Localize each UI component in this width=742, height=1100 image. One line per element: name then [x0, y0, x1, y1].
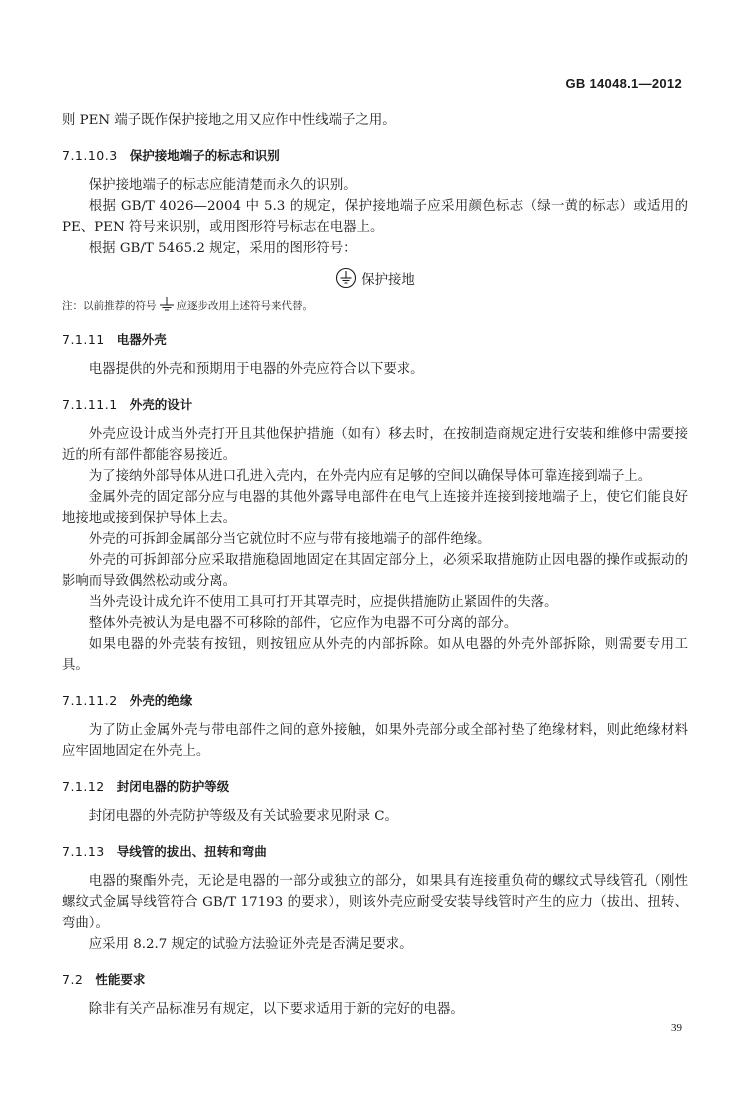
- paragraph: 如果电器的外壳装有按钮，则按钮应从外壳的内部拆除。如从电器的外壳外部拆除，则需要专用工具。: [62, 637, 688, 673]
- section-title: 电器外壳: [116, 332, 167, 347]
- section-heading-7-1-11-2: [62, 692, 688, 710]
- section-heading-7-1-13: [62, 843, 688, 861]
- symbol-label: 保护接地: [361, 272, 415, 288]
- paragraph: 根据 GB/T 5465.2 规定，采用的图形符号：: [88, 241, 357, 256]
- section-number: 7.2: [62, 972, 84, 987]
- section-title: 封闭电器的防护等级: [116, 779, 230, 794]
- paragraph: 保护接地端子的标志应能清楚而永久的识别。: [88, 178, 357, 193]
- paragraph: 除非有关产品标准另有规定，以下要求适用于新的完好的电器。: [88, 1002, 464, 1017]
- paragraph: 则 PEN 端子既作保护接地之用又应作中性线端子之用。: [62, 113, 396, 128]
- section-number: 7.1.10.3: [62, 148, 118, 163]
- section-number: 7.1.13: [62, 844, 105, 859]
- earth-symbol-icon: [158, 297, 176, 311]
- section-title: 导线管的拔出、扭转和弯曲: [116, 844, 267, 859]
- section-title: 保护接地端子的标志和识别: [129, 148, 280, 163]
- paragraph: 整体外壳被认为是电器不可移除的部件，它应作为电器不可分离的部分。: [88, 616, 518, 631]
- note-text-after: 应逐步改用上述符号来代替。: [176, 300, 313, 312]
- section-title: 外壳的绝缘: [129, 693, 193, 708]
- page-number: 39: [671, 1022, 682, 1034]
- paragraph: 外壳的可拆卸金属部分当它就位时不应与带有接地端子的部件绝缘。: [88, 532, 491, 547]
- paragraph: 根据 GB/T 4026—2004 中 5.3 的规定，保护接地端子应采用颜色标志（绿一黄的标志）或适用的 PE、PEN 符号来识别，或用图形符号标志在电器上。: [62, 199, 688, 235]
- paragraph: 当外壳设计成允许不使用工具可打开其罩壳时，应提供措施防止紧固件的失落。: [88, 595, 558, 610]
- paragraph: 应采用 8.2.7 规定的试验方法验证外壳是否满足要求。: [88, 937, 413, 952]
- section-number: 7.1.11: [62, 332, 105, 347]
- paragraph: 为了接纳外部导体从进口孔进入壳内，在外壳内应有足够的空间以确保导体可靠连接到端子上。: [88, 469, 652, 484]
- section-heading-7-1-11: [62, 331, 688, 349]
- protective-earth-symbol-row: [62, 267, 688, 289]
- protective-earth-icon: [335, 267, 357, 289]
- section-heading-7-1-10-3: [62, 147, 688, 165]
- page-content: [62, 108, 688, 1020]
- section-title: 性能要求: [95, 972, 146, 987]
- section-heading-7-1-12: [62, 778, 688, 796]
- section-heading-7-1-11-1: [62, 396, 688, 414]
- paragraph: 电器提供的外壳和预期用于电器的外壳应符合以下要求。: [88, 362, 424, 377]
- section-number: 7.1.12: [62, 779, 105, 794]
- paragraph: 金属外壳的固定部分应与电器的其他外露导电部件在电气上连接并连接到接地端子上，使它们能良好地接地或接到保护导体上去。: [62, 490, 688, 526]
- section-title: 外壳的设计: [129, 397, 193, 412]
- standard-code-header: GB 14048.1—2012: [565, 76, 682, 91]
- note-text-before: 注：以前推荐的符号: [62, 300, 157, 312]
- paragraph: 外壳应设计成当外壳打开且其他保护措施（如有）移去时，在按制造商规定进行安装和维修中需要接近的所有部件都能容易接近。: [62, 427, 688, 463]
- section-number: 7.1.11.1: [62, 397, 118, 412]
- paragraph: 封闭电器的外壳防护等级及有关试验要求见附录 C。: [88, 809, 398, 824]
- section-heading-7-2: [62, 971, 688, 989]
- paragraph: 外壳的可拆卸部分应采取措施稳固地固定在其固定部分上，必须采取措施防止因电器的操作或振动的影响而导致偶然松动或分离。: [62, 553, 688, 589]
- section-number: 7.1.11.2: [62, 693, 118, 708]
- paragraph: 为了防止金属外壳与带电部件之间的意外接触，如果外壳部分或全部衬垫了绝缘材料，则此绝缘材料应牢固地固定在外壳上。: [62, 723, 688, 759]
- note: [62, 297, 688, 315]
- paragraph: 电器的聚酯外壳，无论是电器的一部分或独立的部分，如果具有连接重负荷的螺纹式导线管孔（刚性螺纹式金属导线管符合 GB/T 17193 的要求），则该外壳应耐受安装导线管时产生的应力（拔出、扭转、弯曲）。: [62, 874, 688, 931]
